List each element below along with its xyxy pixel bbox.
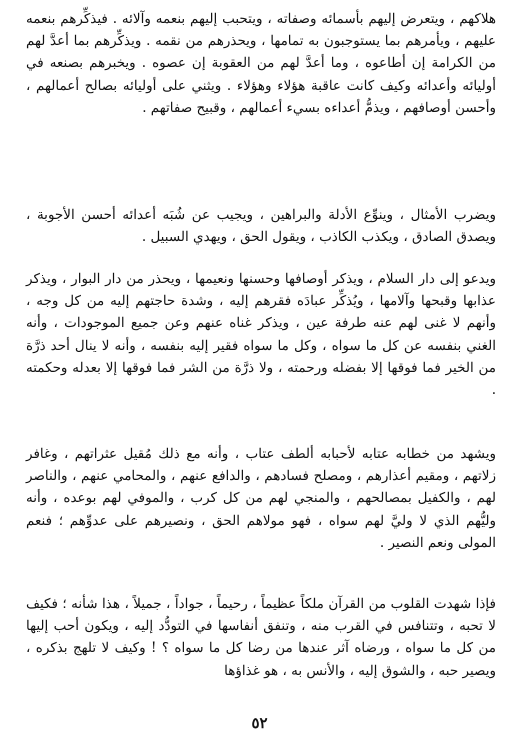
paragraph: فإذا شهدت القلوب من القرآن ملكاً عظيماً ، رحيماً ، جواداً ، جميلاً ، هذا شأنه ؛ فكيف لا تحبه ، وتتنافس في القرب منه ، وتنفق أنفاسها في التودُّد إليه ، ويكون أحب إليها من كل ما سواه ، ورضاه آثر عندها من رضا كل ما سواه ؟ ! وكيف لا تلهج بذكره ، ويصير حبه ، والشوق إليه ، والأنس به ، هو غذاؤها bbox=[26, 596, 496, 679]
paragraph: ويضرب الأمثال ، وينوِّع الأدلة والبراهين ، ويجيب عن شُبَه أعدائه أحسن الأجوبة ، ويصدق الصادق ، ويكذب الكاذب ، ويقول الحق ، ويهدي السبيل . bbox=[26, 207, 496, 246]
paragraph: ويدعو إلى دار السلام ، ويذكر أوصافها وحسنها ونعيمها ، ويحذر من دار البوار ، ويذكر عذابها وقبحها وآلامها ، ويُذكِّر عبادَه فقرهم إليه ، وشدة حاجتهم إليه من كل وجه ، وأنهم لا غنى لهم عنه طرفة عين ، ويذكر غناه عنهم وعن جميع الموجودات ، وأنه الغني بنفسه عن كل ما سواه ، وكل ما سواه فقير إليه بنفسه ، وأنه لا ينال أحد ذرَّة من الخير فما فوقها إلا بفضله ورحمته ، ولا ذرَّة من الشر فما فوقها إلا بعدله وحكمته . bbox=[26, 271, 496, 399]
paragraph: ويشهد من خطابه عتابه لأحبابه ألطف عتاب ، وأنه مع ذلك مُقيل عثراتهم ، وغافر زلاتهم ، ومقيم أعذارهم ، ومصلح فسادهم ، والدافع عنهم ، والمحامي عنهم ، والناصر لهم ، والكفيل بمصالحهم ، والمنجي لهم من كل كرب ، والموفي لهم بوعده ، وأنه وليُّهم الذي لا وليَّ لهم سواه ، فهو مولاهم الحق ، ونصيرهم على عدوِّهم ؛ فنعم المولى ونعم النصير . bbox=[26, 446, 496, 551]
page-number: ٥٢ bbox=[251, 714, 268, 732]
paragraph: هلاكهم ، ويتعرض إليهم بأسمائه وصفاته ، ويتحبب إليهم بنعمه وآلائه . فيذكِّرهم بنعمه عليهم ، ويأمرهم بما يستوجبون به تمامها ، ويحذرهم من نقمه . ويذكِّرهم بما أعدَّ لهم من الكرامة إن أطاعوه ، وما أعدَّ لهم من العقوبة إن عصوه . ويخبرهم بصنعه في أوليائه وأعدائه وكيف كانت عاقبة هؤلاء وهؤلاء . ويثني على أوليائه بصالح أعمالهم ، وأحسن أوصافهم ، ويذمُّ أعداءه بسيء أعمالهم ، وقبيح صفاتهم . bbox=[26, 11, 496, 116]
